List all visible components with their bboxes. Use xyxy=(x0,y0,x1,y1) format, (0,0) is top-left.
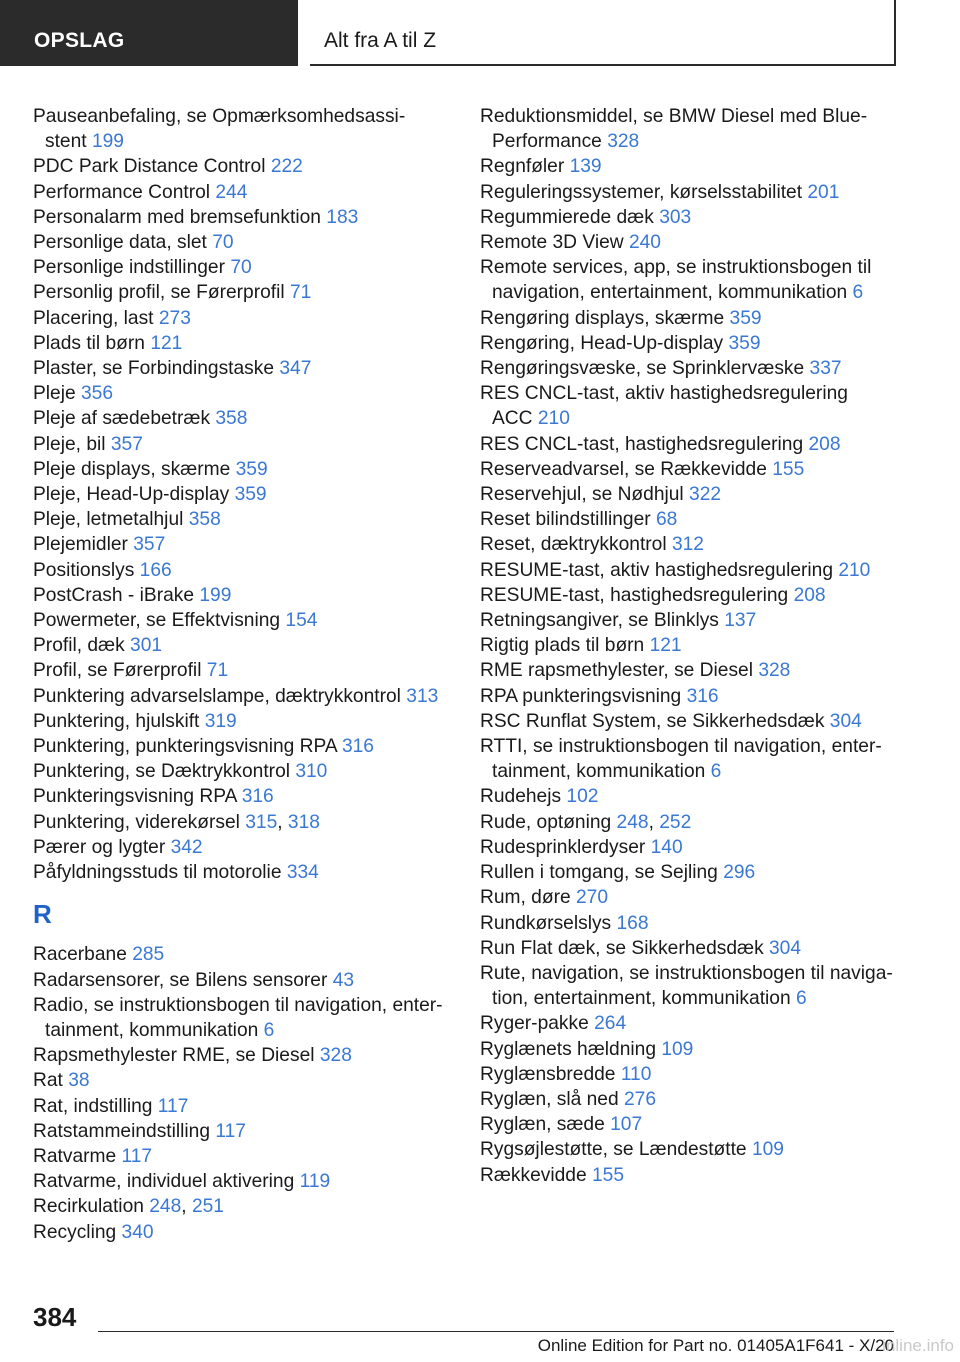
index-entry-text: Personlige data, slet xyxy=(33,232,207,254)
index-entry xyxy=(33,457,443,482)
index-entry-text: PostCrash - iBrake xyxy=(33,584,195,606)
index-entry-text: Rengøring displays, skærme xyxy=(480,307,725,329)
index-entry-text: Powermeter, se Effektvisning xyxy=(33,610,281,632)
index-entry-text: Reservehjul, se Nødhjul xyxy=(480,484,684,506)
index-entry-text: Radarsensorer, se Bilens sensorer xyxy=(33,969,328,991)
index-entry xyxy=(480,154,900,179)
index-entry-text: tion, entertainment, kommunikation xyxy=(492,988,791,1010)
index-entry-text: Retningsangiver, se Blinklys xyxy=(480,610,719,632)
index-entry xyxy=(480,860,900,885)
page-ref-link[interactable]: 68 xyxy=(655,509,678,531)
index-entry xyxy=(33,633,443,658)
index-entry xyxy=(33,942,443,967)
index-entry-text: RPA punkteringsvisning xyxy=(480,685,682,707)
index-entry-text: Ryglæn, slå ned xyxy=(480,1088,619,1110)
index-entry-text: Punkteringsvisning RPA xyxy=(33,786,237,808)
page-number: 384 xyxy=(33,1302,77,1332)
page-ref-link[interactable]: 303 xyxy=(659,206,692,228)
page-ref-link[interactable]: 109 xyxy=(661,1038,694,1060)
index-entry-text: RES CNCL-tast, aktiv hastighedsregulering xyxy=(480,383,848,405)
page-ref-link[interactable]: 248 xyxy=(616,811,649,833)
index-entry-text: ACC xyxy=(492,408,533,430)
header-title-box xyxy=(310,0,896,66)
index-entry: Punktering, viderekørsel 315, 318 xyxy=(33,811,320,833)
index-entry xyxy=(480,1087,900,1112)
index-entry xyxy=(480,558,900,583)
page-ref-link[interactable]: 208 xyxy=(808,433,841,455)
page-ref-link[interactable]: 117 xyxy=(121,1145,153,1167)
index-entry xyxy=(480,507,900,532)
page-ref-link[interactable]: 301 xyxy=(130,635,163,657)
index-entry-text: Rude, optøning xyxy=(480,811,612,833)
index-entry xyxy=(33,432,443,457)
index-entry xyxy=(33,583,443,608)
index-entry-text: Pauseanbefaling, se Opmærksomhedsassi- xyxy=(33,106,406,127)
index-entry-text: Rundkørselslys xyxy=(480,912,612,934)
index-entry xyxy=(480,784,900,809)
index-entry xyxy=(480,583,900,608)
page-ref-link[interactable]: 38 xyxy=(68,1070,90,1092)
index-entry xyxy=(33,1119,443,1144)
index-entry xyxy=(33,381,443,406)
page-ref-link[interactable]: 296 xyxy=(723,862,756,884)
page-ref-link[interactable]: 155 xyxy=(592,1164,625,1186)
index-entry: Recirkulation 248, 251 xyxy=(33,1196,224,1218)
page-ref-link[interactable]: 304 xyxy=(829,710,862,732)
index-entry-text: Rudesprinklerdyser xyxy=(480,836,646,858)
index-entry-text: Pleje, letmetalhjul xyxy=(33,509,184,531)
page-ref-link[interactable]: 328 xyxy=(758,660,791,682)
page-ref-link[interactable]: 71 xyxy=(206,660,229,682)
index-entry xyxy=(480,432,900,457)
index-entry xyxy=(480,482,900,507)
index-entry-text: Performance xyxy=(492,131,602,153)
edition-text: Online Edition for Part no. 01405A1F641 - X/20 xyxy=(537,1336,894,1355)
page-ref-link[interactable]: 322 xyxy=(689,484,722,506)
page-ref-link[interactable]: 304 xyxy=(769,937,802,959)
index-entry-text: Rygsøjlestøtte, se Lændestøtte xyxy=(480,1139,747,1161)
index-column-left xyxy=(33,104,443,1245)
index-entry-text: RES CNCL-tast, hastighedsregulering xyxy=(480,433,804,455)
page-ref-link[interactable]: 316 xyxy=(241,786,274,808)
page-ref-link[interactable]: 342 xyxy=(170,836,203,858)
index-entry-text: RESUME-tast, aktiv hastighedsregulering xyxy=(480,559,833,581)
header-title: Alt fra A til Z xyxy=(310,0,894,64)
index-entry xyxy=(480,457,900,482)
page-ref-link[interactable]: 273 xyxy=(158,307,191,329)
index-entry-text: Recycling xyxy=(33,1221,117,1243)
page-ref-link[interactable]: 222 xyxy=(270,156,303,178)
page-ref-link[interactable]: 201 xyxy=(807,181,840,203)
index-entry-text: Positionslys xyxy=(33,559,135,581)
index-entry xyxy=(33,734,443,759)
page-ref-link[interactable]: 358 xyxy=(215,408,248,430)
index-entry xyxy=(480,684,900,709)
index-entry xyxy=(33,230,443,255)
index-entry xyxy=(480,885,900,910)
index-entry-text: Personalarm med bremsefunktion xyxy=(33,206,321,228)
page-ref-link[interactable]: 155 xyxy=(772,458,805,480)
page-ref-link[interactable]: 210 xyxy=(838,559,871,581)
index-entry xyxy=(33,658,443,683)
index-entry-text: Rengøring, Head-Up-display xyxy=(480,332,724,354)
page-ref-link[interactable]: 310 xyxy=(295,761,328,783)
index-entry xyxy=(480,658,900,683)
page-ref-link[interactable]: 102 xyxy=(566,786,599,808)
page-ref-link[interactable]: 43 xyxy=(332,969,355,991)
index-entry xyxy=(480,205,900,230)
index-entry xyxy=(33,104,443,154)
page-ref-link[interactable]: 240 xyxy=(628,232,661,254)
page-ref-link[interactable]: 328 xyxy=(607,131,640,153)
index-entry xyxy=(480,633,900,658)
page-ref-link[interactable]: 117 xyxy=(157,1095,189,1117)
index-entry-text: Reset, dæktrykkontrol xyxy=(480,534,667,556)
index-entry-text: Reduktionsmiddel, se BMW Diesel med Blue- xyxy=(480,106,868,127)
page-ref-link[interactable]: 6 xyxy=(710,761,722,783)
index-entry-text: Reset bilindstillinger xyxy=(480,509,651,531)
page-ref-link[interactable]: 244 xyxy=(215,181,248,203)
index-entry xyxy=(480,1163,900,1188)
index-entry-text: Ratstammeindstilling xyxy=(33,1120,211,1142)
page-ref-link[interactable]: 316 xyxy=(686,685,719,707)
index-entry-text: RSC Runflat System, se Sikkerhedsdæk xyxy=(480,710,825,732)
index-entry xyxy=(33,1068,443,1093)
index-entry-text: Radio, se instruktionsbogen til navigation, enter- xyxy=(33,994,443,1016)
index-entry xyxy=(33,993,443,1043)
index-entry-text: stent xyxy=(45,131,87,153)
index-entry-text: Pleje, Head-Up-display xyxy=(33,484,230,506)
index-entry xyxy=(480,532,900,557)
index-entry xyxy=(480,1037,900,1062)
index-entry-text: Personlige indstillinger xyxy=(33,257,225,279)
index-entry-text: PDC Park Distance Control xyxy=(33,156,266,178)
page-ref-link[interactable]: 270 xyxy=(575,887,608,909)
index-entry-text: Remote 3D View xyxy=(480,232,624,254)
index-entry-text: Profil, dæk xyxy=(33,635,125,657)
index-entry xyxy=(33,860,443,885)
page-ref-link[interactable]: 315 xyxy=(245,811,278,833)
page-ref-link[interactable]: 210 xyxy=(537,408,570,430)
index-entry xyxy=(480,381,900,431)
index-entry xyxy=(480,835,900,860)
index-entry xyxy=(480,331,900,356)
index-entry-text: Ratvarme, individuel aktivering xyxy=(33,1171,295,1193)
page-ref-link[interactable]: 319 xyxy=(204,710,237,732)
index-entry-text: Rute, navigation, se instruktionsbogen til naviga- xyxy=(480,962,893,984)
page-ref-link[interactable]: 121 xyxy=(150,332,183,354)
index-entry-text: Reserveadvarsel, se Rækkevidde xyxy=(480,458,767,480)
index-entry-text: Rat, indstilling xyxy=(33,1095,153,1117)
index-entry-text: Regummierede dæk xyxy=(480,206,654,228)
index-entry xyxy=(480,180,900,205)
index-entry-text: tainment, kommunikation xyxy=(45,1019,259,1041)
index-entry-text: Personlig profil, se Førerprofil xyxy=(33,282,285,304)
page-ref-link[interactable]: 140 xyxy=(650,836,683,858)
index-entry xyxy=(480,608,900,633)
index-entry xyxy=(33,1043,443,1068)
index-entry-text: Remote services, app, se instruktionsbogen til xyxy=(480,257,872,279)
index-entry-text: Run Flat dæk, se Sikkerhedsdæk xyxy=(480,937,764,959)
index-entry-text: Plejemidler xyxy=(33,534,128,556)
page-ref-link[interactable]: 358 xyxy=(188,509,221,531)
index-entry xyxy=(33,1169,443,1194)
index-entry xyxy=(33,608,443,633)
page-ref-link[interactable]: 334 xyxy=(286,862,319,884)
page-ref-link[interactable]: 208 xyxy=(793,584,826,606)
page-ref-link[interactable]: 110 xyxy=(620,1063,652,1085)
index-entry-text: Rat xyxy=(33,1070,63,1092)
index-entry xyxy=(480,911,900,936)
watermark: inline.info xyxy=(882,1336,954,1355)
index-entry xyxy=(33,356,443,381)
index-entry-text: Rækkevidde xyxy=(480,1164,587,1186)
page-ref-link[interactable]: 359 xyxy=(234,484,267,506)
page-header xyxy=(0,0,960,66)
index-entry-text: Rengøringsvæske, se Sprinklervæske xyxy=(480,358,805,380)
page-ref-link[interactable]: 168 xyxy=(616,912,649,934)
index-entry-text: RTTI, se instruktionsbogen til navigation, enter- xyxy=(480,736,882,758)
index-entry-text: Plads til børn xyxy=(33,332,145,354)
index-entry xyxy=(33,784,443,809)
page-ref-link[interactable]: 183 xyxy=(326,206,359,228)
index-letter-heading: R xyxy=(33,899,52,930)
page-ref-link[interactable]: 251 xyxy=(191,1196,224,1218)
index-entry-text: Rum, døre xyxy=(480,887,571,909)
page-ref-link[interactable]: 313 xyxy=(406,685,439,707)
index-entry-text: Rigtig plads til børn xyxy=(480,635,645,657)
page-ref-link[interactable]: 199 xyxy=(91,131,124,153)
index-entry xyxy=(33,558,443,583)
index-entry-text: Rudehejs xyxy=(480,786,562,808)
index-entry-text: RESUME-tast, hastighedsregulering xyxy=(480,584,789,606)
page-ref-link[interactable]: 70 xyxy=(212,232,234,254)
page-ref-link[interactable]: 337 xyxy=(809,358,842,380)
index-entry-text: Reguleringssystemer, kørselsstabilitet xyxy=(480,181,803,203)
page-ref-link[interactable]: 71 xyxy=(290,282,312,304)
index-entry xyxy=(33,180,443,205)
index-entry xyxy=(33,759,443,784)
index-entry-text: Punktering, se Dæktrykkontrol xyxy=(33,761,290,783)
section-tab: OPSLAG xyxy=(0,0,298,66)
page-ref-link[interactable]: 312 xyxy=(671,534,704,556)
page-ref-link[interactable]: 357 xyxy=(110,433,143,455)
index-entry-text: Profil, se Førerprofil xyxy=(33,660,202,682)
page-ref-link[interactable]: 252 xyxy=(659,811,692,833)
page-ref-link[interactable]: 70 xyxy=(230,257,252,279)
index-entry xyxy=(33,406,443,431)
footer-divider xyxy=(98,1331,894,1332)
index-entry xyxy=(480,1137,900,1162)
index-entry xyxy=(33,306,443,331)
index-entry-text: Punktering, hjulskift xyxy=(33,710,200,732)
page-ref-link[interactable]: 6 xyxy=(263,1019,275,1041)
index-entry xyxy=(480,1011,900,1036)
index-entry xyxy=(33,331,443,356)
index-entry-text: Recirkulation xyxy=(33,1196,144,1218)
page-ref-link[interactable]: 264 xyxy=(594,1013,627,1035)
index-entry-text: Racerbane xyxy=(33,944,127,966)
index-entry xyxy=(480,356,900,381)
index-entry xyxy=(480,709,900,734)
index-entry: Rude, optøning 248, 252 xyxy=(480,811,692,833)
page-ref-link[interactable]: 328 xyxy=(319,1045,352,1067)
page-ref-link[interactable]: 347 xyxy=(279,358,312,380)
index-entry-text: Rullen i tomgang, se Sejling xyxy=(480,862,718,884)
page-ref-link[interactable]: 6 xyxy=(852,282,864,304)
index-entry-text: Pleje, bil xyxy=(33,433,106,455)
index-entry-text: Pleje displays, skærme xyxy=(33,458,231,480)
page-ref-link[interactable]: 109 xyxy=(751,1139,784,1161)
page-ref-link[interactable]: 318 xyxy=(287,811,320,833)
index-entry-text: Plaster, se Forbindingstaske xyxy=(33,358,275,380)
page-ref-link[interactable]: 166 xyxy=(139,559,172,581)
index-entry-text: tainment, kommunikation xyxy=(492,761,706,783)
page-ref-link[interactable]: 107 xyxy=(610,1114,643,1136)
page-ref-link[interactable]: 248 xyxy=(149,1196,182,1218)
page-ref-link[interactable]: 139 xyxy=(569,156,602,178)
index-entry xyxy=(33,280,443,305)
index-entry xyxy=(33,709,443,734)
index-entry xyxy=(33,154,443,179)
page-ref-link[interactable]: 119 xyxy=(299,1171,331,1193)
index-entry-text: RME rapsmethylester, se Diesel xyxy=(480,660,753,682)
index-entry-text: Ryger-pakke xyxy=(480,1013,589,1035)
index-entry xyxy=(480,961,900,1011)
index-entry-text: Ryglænsbredde xyxy=(480,1063,616,1085)
index-entry-text: Pleje xyxy=(33,383,76,405)
page-ref-link[interactable]: 359 xyxy=(728,332,761,354)
index-entry-text: Ryglæn, sæde xyxy=(480,1114,605,1136)
index-entry-text: Pærer og lygter xyxy=(33,836,166,858)
index-entry xyxy=(480,306,900,331)
page-ref-link[interactable]: 285 xyxy=(132,944,165,966)
index-entry xyxy=(33,1220,443,1245)
page-ref-link[interactable]: 117 xyxy=(215,1120,246,1142)
index-entry xyxy=(33,532,443,557)
page-ref-link[interactable]: 6 xyxy=(795,988,807,1010)
page-ref-link[interactable]: 154 xyxy=(285,610,318,632)
index-entry xyxy=(33,507,443,532)
page-ref-link[interactable]: 121 xyxy=(649,635,682,657)
index-entry-text: Pleje af sædebetræk xyxy=(33,408,211,430)
page-ref-link[interactable]: 359 xyxy=(729,307,762,329)
index-entry xyxy=(33,482,443,507)
index-column-right xyxy=(480,104,900,1188)
page-ref-link[interactable]: 276 xyxy=(624,1088,657,1110)
index-entry-text: Punktering, punkteringsvisning RPA xyxy=(33,736,337,758)
index-entry xyxy=(480,1112,900,1137)
page-ref-link[interactable]: 137 xyxy=(724,610,757,632)
index-entry-text: navigation, entertainment, kommunikation xyxy=(492,282,848,304)
index-entry-text: Punktering, viderekørsel xyxy=(33,811,240,833)
index-entry xyxy=(33,205,443,230)
page-ref-link[interactable]: 199 xyxy=(199,584,232,606)
index-entry-text: Regnføler xyxy=(480,156,565,178)
index-entry xyxy=(33,684,443,709)
index-entry-text: Performance Control xyxy=(33,181,211,203)
page-ref-link[interactable]: 356 xyxy=(81,383,114,405)
index-entry-text: Ratvarme xyxy=(33,1145,117,1167)
index-entry xyxy=(480,936,900,961)
index-entry xyxy=(33,1144,443,1169)
index-entry xyxy=(480,734,900,784)
index-entry-text: Påfyldningsstuds til motorolie xyxy=(33,862,282,884)
index-entry xyxy=(480,230,900,255)
index-entry-text: Punktering advarselslampe, dæktrykkontrol xyxy=(33,685,401,707)
index-entry-text: Ryglænets hældning xyxy=(480,1038,656,1060)
index-entry xyxy=(33,255,443,280)
page-ref-link[interactable]: 357 xyxy=(133,534,166,556)
index-entry xyxy=(33,835,443,860)
page-ref-link[interactable]: 316 xyxy=(341,736,374,758)
page-ref-link[interactable]: 340 xyxy=(121,1221,154,1243)
index-entry xyxy=(480,255,900,305)
index-entry xyxy=(33,968,443,993)
index-entry-text: Placering, last xyxy=(33,307,154,329)
index-entry-text: Rapsmethylester RME, se Diesel xyxy=(33,1045,315,1067)
index-entry xyxy=(480,104,900,154)
index-entry xyxy=(480,1062,900,1087)
page-ref-link[interactable]: 359 xyxy=(235,458,268,480)
index-entry xyxy=(33,1094,443,1119)
